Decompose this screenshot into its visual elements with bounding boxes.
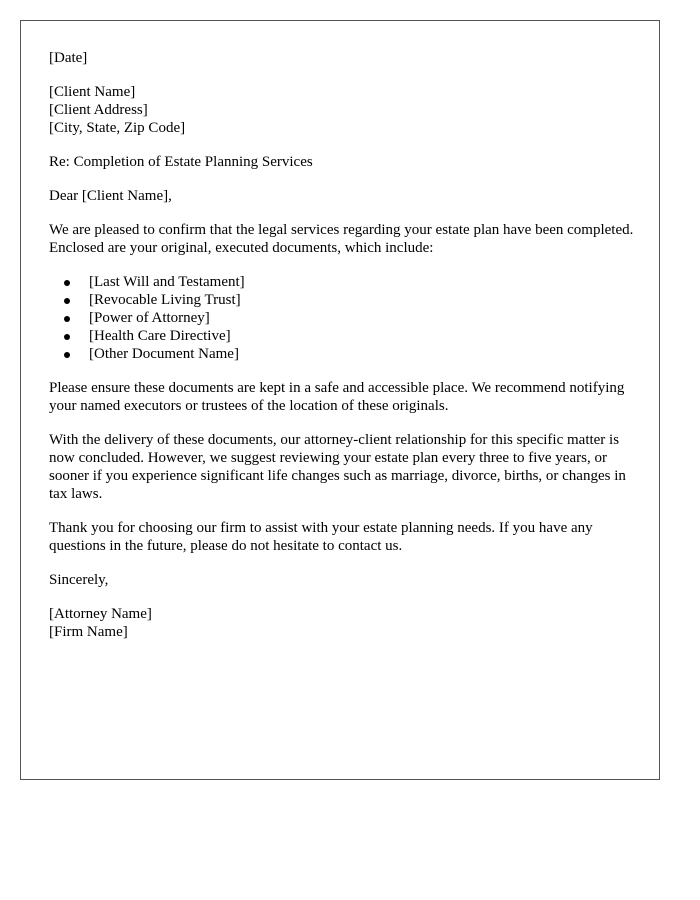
client-name: [Client Name] [49,84,136,100]
enclosed-documents-list [49,273,637,363]
bullet-icon [64,334,70,340]
list-item [89,309,637,327]
document-name: [Power of Attorney] [89,310,210,326]
letter-page [20,20,660,780]
conclusion-paragraph: With the delivery of these documents, our attorney-client relationship for this specific matter is now concluded. However, we suggest reviewing your estate plan every three to five years, or sooner if you experience significant life changes such as marriage, divorce, births, or changes in tax laws. [49,432,626,502]
intro-paragraph: We are pleased to confirm that the legal services regarding your estate plan have been completed. Enclosed are your original, executed documents, which include: [49,222,634,256]
list-item [89,291,637,309]
document-name: [Last Will and Testament] [89,274,245,290]
safekeeping-paragraph: Please ensure these documents are kept in a safe and accessible place. We recommend notifying your named executors or trustees of the location of these originals. [49,380,625,414]
attorney-name: [Attorney Name] [49,606,152,622]
bullet-icon [64,352,70,358]
document-name: [Health Care Directive] [89,328,231,344]
list-item [89,273,637,291]
list-item [89,345,637,363]
signature-block [49,605,637,641]
bullet-icon [64,298,70,304]
bullet-icon [64,280,70,286]
letter-subject: Re: Completion of Estate Planning Services [49,154,313,170]
letter-content [49,49,637,657]
document-name: [Revocable Living Trust] [89,292,241,308]
client-address-block [49,83,637,137]
thanks-paragraph: Thank you for choosing our firm to assist with your estate planning needs. If you have any questions in the future, please do not hesitate to contact us. [49,520,593,554]
letter-date: [Date] [49,50,88,66]
client-address: [Client Address] [49,102,148,118]
client-city-state-zip: [City, State, Zip Code] [49,120,186,136]
document-name: [Other Document Name] [89,346,239,362]
firm-name: [Firm Name] [49,624,128,640]
letter-salutation: Dear [Client Name], [49,188,172,204]
bullet-icon [64,316,70,322]
list-item [89,327,637,345]
letter-closing: Sincerely, [49,572,109,588]
